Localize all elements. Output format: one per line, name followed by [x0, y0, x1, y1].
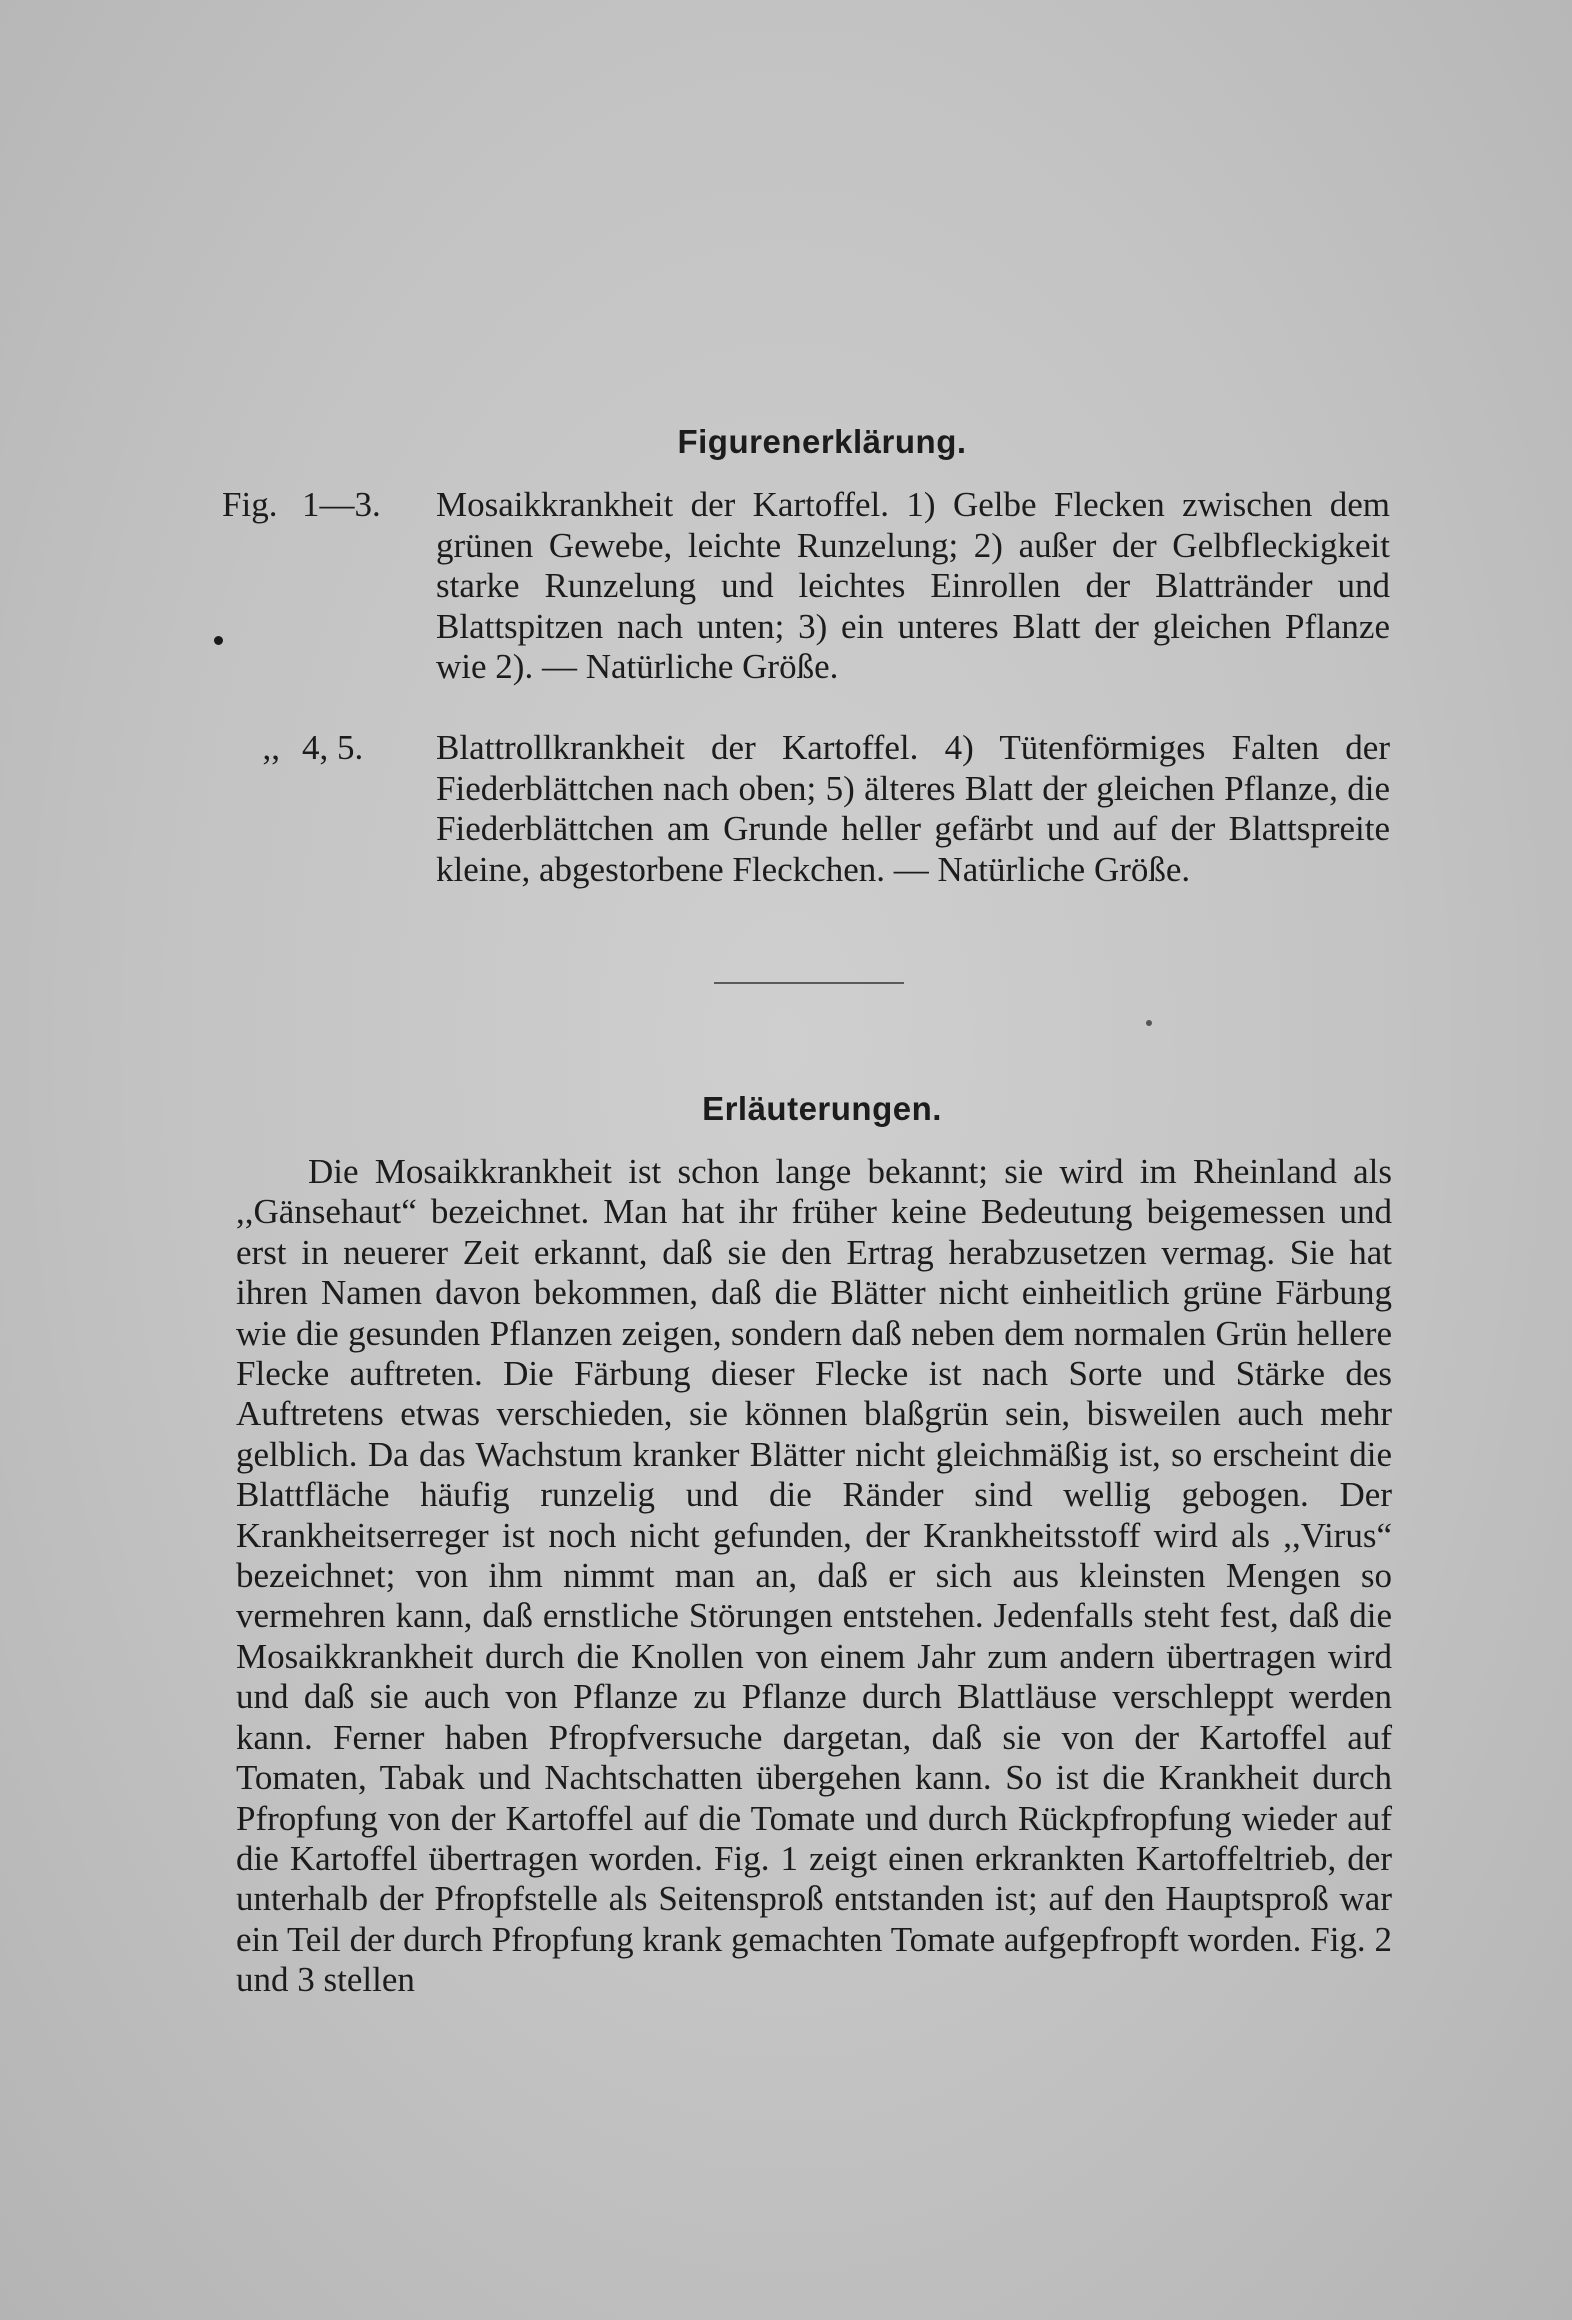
- stray-dot-mark: [1146, 1020, 1152, 1026]
- figure-entry-label: [222, 728, 422, 769]
- figure-entry-label: [222, 485, 422, 526]
- figure-entry-4-5: [222, 728, 1390, 890]
- explanations-paragraph: Die Mosaikkrankheit ist schon lange bekannt; sie wird im Rheinland als ,,Gänsehaut“ bezeichnet. Man hat ihr früher keine Bedeutung beigemessen und erst in neuerer Zeit erkannt, daß sie den Ertrag herabzusetzen vermag. Sie hat ihren Namen davon bekommen, daß die Blätter nicht einheitlich grüne Färbung wie die gesunden Pflanzen zeigen, sondern daß neben dem normalen Grün hellere Flecke auftreten. Die Färbung dieser Flecke ist nach Sorte und Stärke des Auftretens etwas verschieden, sie können blaßgrün sein, bisweilen auch mehr gelblich. Da das Wachstum kranker Blätter nicht gleichmäßig ist, so erscheint die Blattfläche häufig runzelig und die Ränder sind wellig gebogen. Der Krankheitserreger ist noch nicht gefunden, der Krankheitsstoff wird als ,,Virus“ bezeichnet; von ihm nimmt man an, daß er sich aus kleinsten Mengen so vermehren kann, daß ernstliche Störungen entstehen. Jedenfalls steht fest, daß die Mosaikkrankheit durch die Knollen von einem Jahr zum andern übertragen wird und daß sie auch von Pflanze zu Pflanze durch Blattläuse verschleppt werden kann. Ferner haben Pfropfversuche dargetan, daß sie von der Kartoffel auf Tomaten, Tabak und Nachtschatten übergehen kann. So ist die Krankheit durch Pfropfung von der Kartoffel auf die Tomate und durch Rückpfropfung wieder auf die Kartoffel übertragen worden. Fig. 1 zeigt einen erkrankten Kartoffeltrieb, der unterhalb der Pfropfstelle als Seitensproß entstanden ist; auf den Hauptsproß war ein Teil der durch Pfropfung krank gemachten Tomate aufgepfropft worden. Fig. 2 und 3 stellen: [236, 1152, 1392, 2000]
- explanations-heading: Erläuterungen.: [702, 1090, 942, 1127]
- figure-label-prefix: ,,: [262, 728, 280, 767]
- figure-entry-text: Blattrollkrankheit der Kartoffel. 4) Tütenförmiges Falten der Fiederblättchen nach oben; 5) älteres Blatt der gleichen Pflanze, die Fiederblättchen am Grunde heller gefärbt und auf der Blattspreite kleine, abgestorbene Fleckchen. — Natürliche Größe.: [436, 728, 1390, 889]
- figure-label-number: 1—3.: [302, 485, 381, 524]
- section-divider-rule: [714, 982, 904, 984]
- figure-entry-1-3: [222, 485, 1390, 688]
- figure-label-prefix: Fig.: [222, 485, 278, 524]
- figure-entry-text: Mosaikkrankheit der Kartoffel. 1) Gelbe Flecken zwischen dem grünen Gewebe, leichte Runzelung; 2) außer der Gelbfleckigkeit starke Runzelung und leichtes Einrollen der Blattränder und Blattspitzen nach unten; 3) ein unteres Blatt der gleichen Pflanze wie 2). — Natürliche Größe.: [436, 485, 1390, 686]
- figure-label-number: 4, 5.: [302, 728, 364, 767]
- figure-legend-heading: Figurenerklärung.: [677, 423, 967, 460]
